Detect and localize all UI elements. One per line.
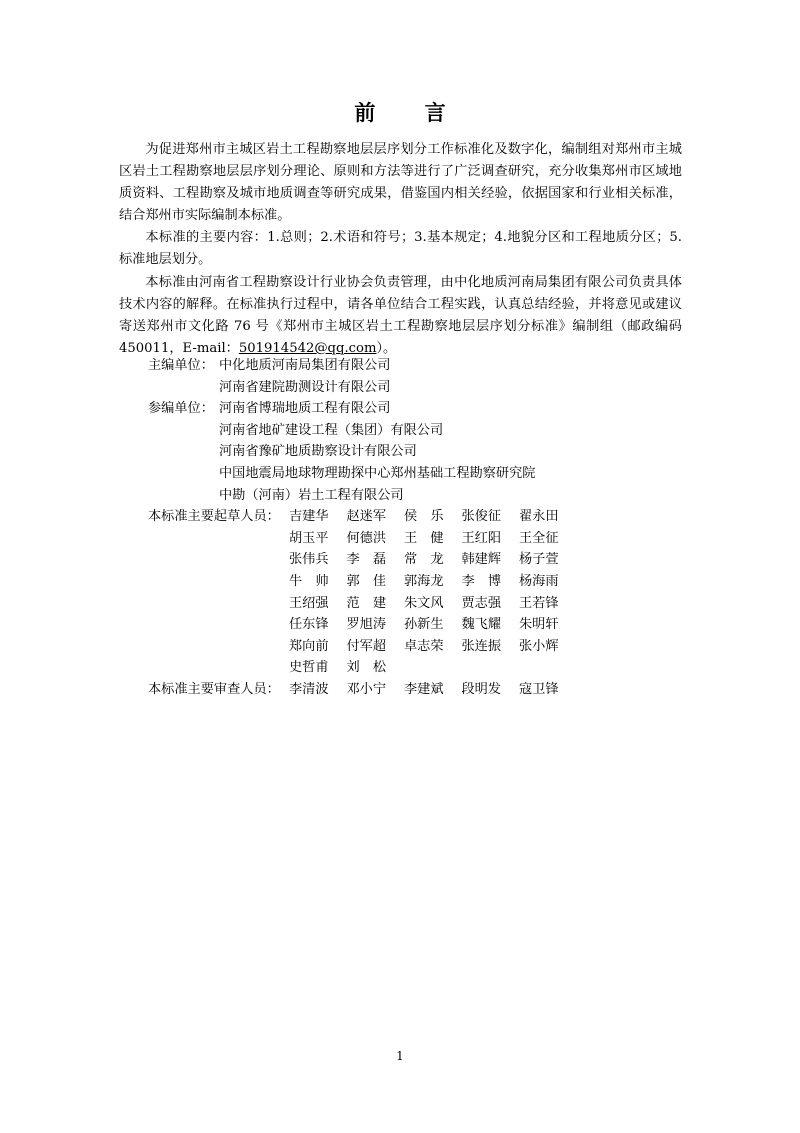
reviewers-row (148, 679, 668, 701)
person-name: 牛 帅 (289, 573, 329, 589)
person-name: 史哲甫 (289, 660, 329, 676)
management-text: 本标准由河南省工程勘察设计行业协会负责管理，由中化地质河南局集团有限公司负责具体技术内容的解释。在标准执行过程中，请各单位结合工程实践，认真总结经验，并将意见或建议寄送郑州市文化路 76 号《郑州市主城区岩土工程勘察地层层序划分标准》编制组（邮政编码 450011，E-mail： (119, 274, 682, 356)
person-name: 王若锋 (519, 595, 559, 611)
unit-item: 河南省地矿建设工程（集团）有限公司 (219, 422, 444, 438)
participating-units-row (148, 398, 668, 506)
person-name: 郭 佳 (346, 573, 387, 589)
drafters-row (148, 506, 668, 679)
email-link[interactable]: 501914542@qq.com (238, 340, 377, 356)
unit-item: 中勘（河南）岩土工程有限公司 (219, 487, 404, 503)
person-name: 王红阳 (461, 530, 502, 546)
page-number: 1 (396, 1049, 404, 1063)
person-name: 韩建辉 (461, 552, 502, 568)
paragraph-contents: 本标准的主要内容：1.总则；2.术语和符号；3.基本规定；4.地貌分区和工程地质分区；5.标准地层划分。 (119, 230, 682, 268)
person-name: 翟永田 (519, 509, 559, 525)
person-name: 郑向前 (289, 638, 329, 654)
participating-units-list (219, 398, 536, 506)
person-name: 胡玉平 (289, 530, 329, 546)
person-name: 张俊征 (461, 509, 502, 525)
credits-section (148, 355, 668, 701)
reviewers-label: 本标准主要审查人员： (148, 681, 280, 697)
person-name: 段明发 (461, 681, 502, 697)
person-name: 邓小宁 (346, 681, 387, 697)
paragraph-purpose: 为促进郑州市主城区岩土工程勘察地层层序划分工作标准化及数字化，编制组对郑州市主城区岩土工程勘察地层层序划分理论、原则和方法等进行了广泛调查研究，充分收集郑州市区域地质资料、工程勘察及城市地质调查等研究成果，借鉴国内相关经验，依据国家和行业相关标准，结合郑州市实际编制本标准。 (119, 142, 682, 224)
person-name: 张伟兵 (289, 552, 329, 568)
person-name: 吉建华 (289, 509, 329, 525)
person-name: 朱明轩 (519, 617, 559, 633)
unit-item: 河南省豫矿地质勘察设计有限公司 (219, 444, 417, 460)
unit-item: 中国地震局地球物理勘探中心郑州基础工程勘察研究院 (219, 465, 536, 481)
chief-units-label: 主编单位： (148, 358, 214, 373)
page-title: 前 言 (354, 101, 467, 125)
person-name: 杨子萱 (519, 552, 559, 568)
person-name: 王 健 (404, 530, 444, 546)
person-name: 任东锋 (289, 617, 329, 633)
person-name: 杨海雨 (519, 573, 559, 589)
unit-item: 中化地质河南局集团有限公司 (219, 358, 391, 373)
chief-units-row (148, 355, 668, 398)
person-name: 孙新生 (404, 617, 444, 633)
person-name: 张小辉 (519, 638, 559, 654)
person-name: 刘 松 (346, 660, 387, 676)
person-name: 贾志强 (461, 595, 502, 611)
person-name: 罗旭涛 (346, 617, 387, 633)
drafters-list (289, 506, 577, 679)
person-name: 侯 乐 (404, 509, 444, 525)
preface-body (119, 139, 682, 360)
person-name: 李清波 (289, 681, 329, 697)
person-name: 何德洪 (346, 530, 387, 546)
person-name: 付军超 (346, 638, 387, 654)
person-name: 卓志荣 (404, 638, 444, 654)
person-name: 郭海龙 (404, 573, 444, 589)
drafters-label: 本标准主要起草人员： (148, 509, 280, 525)
person-name: 李 博 (461, 573, 502, 589)
person-name: 李 磊 (346, 552, 387, 568)
person-name: 王全征 (519, 530, 559, 546)
reviewers-list (289, 679, 577, 701)
person-name: 李建斌 (404, 681, 444, 697)
person-name: 张连振 (461, 638, 502, 654)
person-name: 赵迷军 (346, 509, 387, 525)
participating-units-label: 参编单位： (148, 401, 214, 417)
chief-units-list (219, 355, 390, 398)
person-name: 范 建 (346, 595, 387, 611)
person-name: 朱文风 (404, 595, 444, 611)
unit-item: 河南省建院勘测设计有限公司 (219, 379, 391, 395)
person-name: 常 龙 (404, 552, 444, 568)
paragraph-management (119, 272, 682, 360)
person-name: 魏飞耀 (461, 617, 502, 633)
person-name: 王绍强 (289, 595, 329, 611)
person-name: 寇卫锋 (519, 681, 559, 697)
management-text-end: ）。 (376, 340, 397, 356)
unit-item: 河南省博瑞地质工程有限公司 (219, 401, 391, 417)
